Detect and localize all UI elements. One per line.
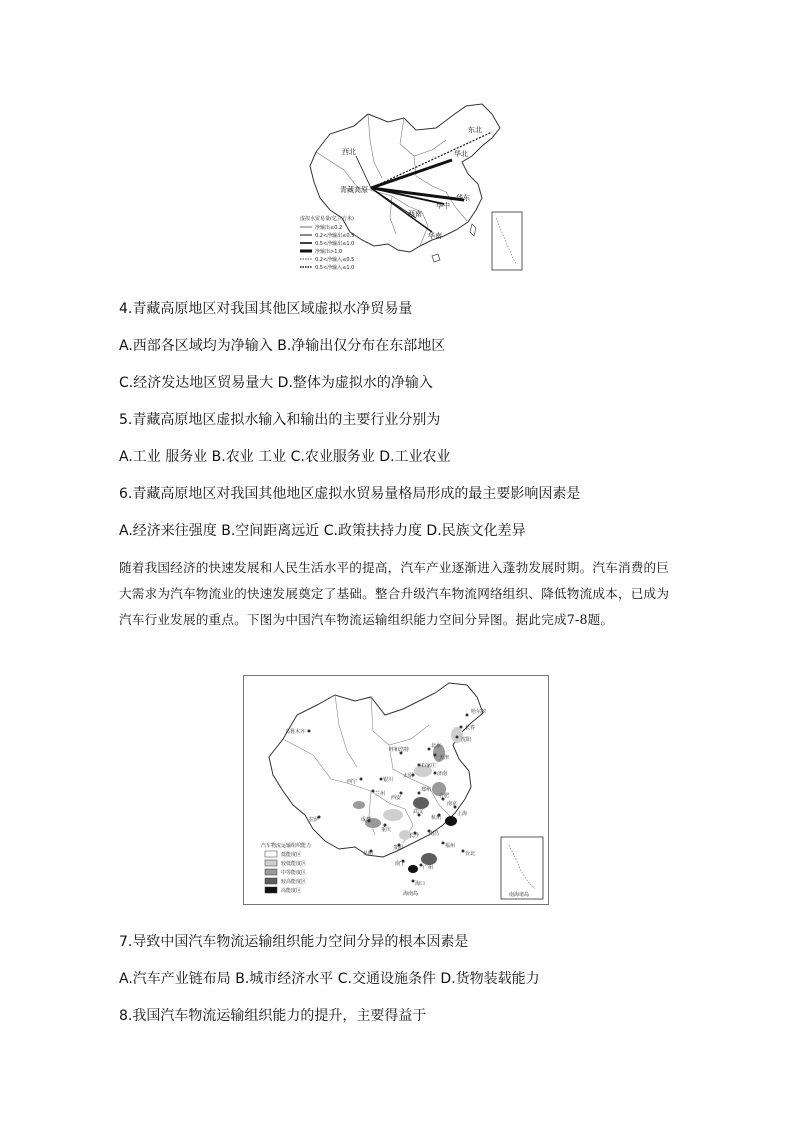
city-label: 石家庄 bbox=[421, 763, 437, 769]
legend-item: 高能度区 bbox=[281, 888, 302, 894]
legend-swatch bbox=[265, 860, 277, 866]
city-label: 贵阳 bbox=[393, 845, 404, 851]
legend-item: 低能度区 bbox=[281, 852, 302, 858]
legend-item: 净输出≤0.2 bbox=[315, 225, 343, 231]
question-4-options-ab: A.西部各区域均为净输入 B.净输出仅分布在东部地区 bbox=[119, 338, 446, 354]
city-label: 广州 bbox=[423, 865, 434, 871]
question-8: 8.我国汽车物流运输组织能力的提升，主要得益于 bbox=[119, 1008, 427, 1024]
legend-item: 0.5<净输出≤1.0 bbox=[315, 241, 355, 247]
region-label: 华南 bbox=[428, 232, 442, 240]
question-4-options-cd: C.经济发达地区贸易量大 D.整体为虚拟水的净输入 bbox=[119, 375, 433, 391]
city-label: 乌鲁木齐 bbox=[285, 729, 306, 735]
legend-swatch bbox=[265, 851, 277, 857]
city-label: 沈阳 bbox=[461, 737, 472, 743]
region-label: 青藏高原 bbox=[340, 186, 368, 194]
legend-swatch bbox=[265, 878, 277, 884]
legend-swatch bbox=[265, 887, 277, 893]
city-label: 昆明 bbox=[363, 851, 374, 857]
passage-text: 随着我国经济的快速发展和人民生活水平的提高，汽车产业逐渐进入蓬勃发展时期。汽车消费的巨大需求为汽车物流业的快速发展奠定了基础。整合升级汽车物流网络组织、降低物流成本，已成为汽车行业发展的重点。下图为中国汽车物流运输组织能力空间分异图。据此完成7-8题。 bbox=[119, 560, 670, 627]
city-label: 天津 bbox=[439, 755, 450, 761]
legend-item: 0.5<净输入≤1.0 bbox=[315, 265, 355, 271]
map1-legend bbox=[300, 215, 354, 271]
city-label: 福州 bbox=[445, 843, 456, 849]
city-label: 太原 bbox=[403, 773, 414, 779]
city-label: 合肥 bbox=[439, 793, 450, 799]
legend-item: 较高能度区 bbox=[281, 879, 307, 885]
city-label: 呼和浩特 bbox=[389, 747, 410, 753]
legend-item: 净输出>1.0 bbox=[315, 249, 343, 255]
city-label: 杭州 bbox=[431, 815, 442, 821]
region-label: 西北 bbox=[342, 148, 356, 156]
region-label: 东北 bbox=[468, 126, 482, 134]
city-label: 拉萨 bbox=[309, 817, 320, 823]
question-7-options: A.汽车产业链布局 B.城市经济水平 C.交通设施条件 D.货物装载能力 bbox=[119, 971, 540, 987]
region-label: 西南 bbox=[408, 210, 422, 218]
city-label: 长沙 bbox=[409, 833, 420, 839]
inset-label: 南海诸岛 bbox=[509, 892, 530, 898]
city-label: 成都 bbox=[361, 817, 372, 823]
question-5-options: A.工业 服务业 B.农业 工业 C.农业服务业 D.工业农业 bbox=[119, 449, 451, 465]
region-label: 华东 bbox=[456, 194, 470, 202]
question-7: 7.导致中国汽车物流运输组织能力空间分异的根本因素是 bbox=[119, 934, 469, 950]
city-label: 南宁 bbox=[395, 861, 406, 867]
question-5: 5.青藏高原地区虚拟水输入和输出的主要行业分别为 bbox=[119, 412, 441, 428]
city-label: 武汉 bbox=[413, 809, 424, 815]
city-label: 西宁 bbox=[347, 779, 358, 785]
city-label: 南京 bbox=[447, 801, 458, 807]
city-label: 海南岛 bbox=[403, 891, 419, 897]
city-label: 济南 bbox=[437, 771, 448, 777]
question-6-options: A.经济来往强度 B.空间距离远近 C.政策扶持力度 D.民族文化差异 bbox=[119, 523, 526, 539]
question-6: 6.青藏高原地区对我国其他地区虚拟水贸易量格局形成的最主要影响因素是 bbox=[119, 486, 581, 502]
virtual-water-trade-map bbox=[296, 100, 528, 278]
legend-item: 0.2<净输出≤0.5 bbox=[315, 233, 355, 239]
city-label: 重庆 bbox=[381, 827, 392, 833]
city-label: 上海 bbox=[457, 811, 468, 817]
city-label: 郑州 bbox=[421, 787, 432, 793]
city-label: 西安 bbox=[391, 795, 402, 801]
city-label: 长春 bbox=[465, 725, 476, 731]
question-4: 4.青藏高原地区对我国其他区域虚拟水净贸易量 bbox=[119, 301, 413, 317]
city-label: 北京 bbox=[431, 743, 442, 749]
auto-logistics-capacity-map bbox=[243, 675, 549, 905]
city-label: 兰州 bbox=[375, 791, 386, 797]
legend-title: 虚拟水贸易量(亿立方米) bbox=[300, 216, 354, 222]
legend-title: 汽车物流运输组织能力 bbox=[261, 843, 312, 849]
city-label: 银川 bbox=[383, 777, 394, 783]
region-label: 华中 bbox=[436, 202, 450, 210]
city-label: 台北 bbox=[465, 851, 476, 857]
city-label: 哈尔滨 bbox=[471, 709, 487, 715]
legend-item: 0.2<净输入≤0.5 bbox=[315, 257, 355, 263]
legend-swatch bbox=[265, 869, 277, 875]
city-label: 海口 bbox=[415, 881, 426, 887]
city-label: 南昌 bbox=[429, 831, 440, 837]
south-china-sea-inset bbox=[501, 837, 543, 899]
legend-item: 较低能度区 bbox=[281, 861, 307, 867]
legend-item: 中等能度区 bbox=[281, 870, 307, 876]
region-label: 华北 bbox=[454, 150, 468, 158]
